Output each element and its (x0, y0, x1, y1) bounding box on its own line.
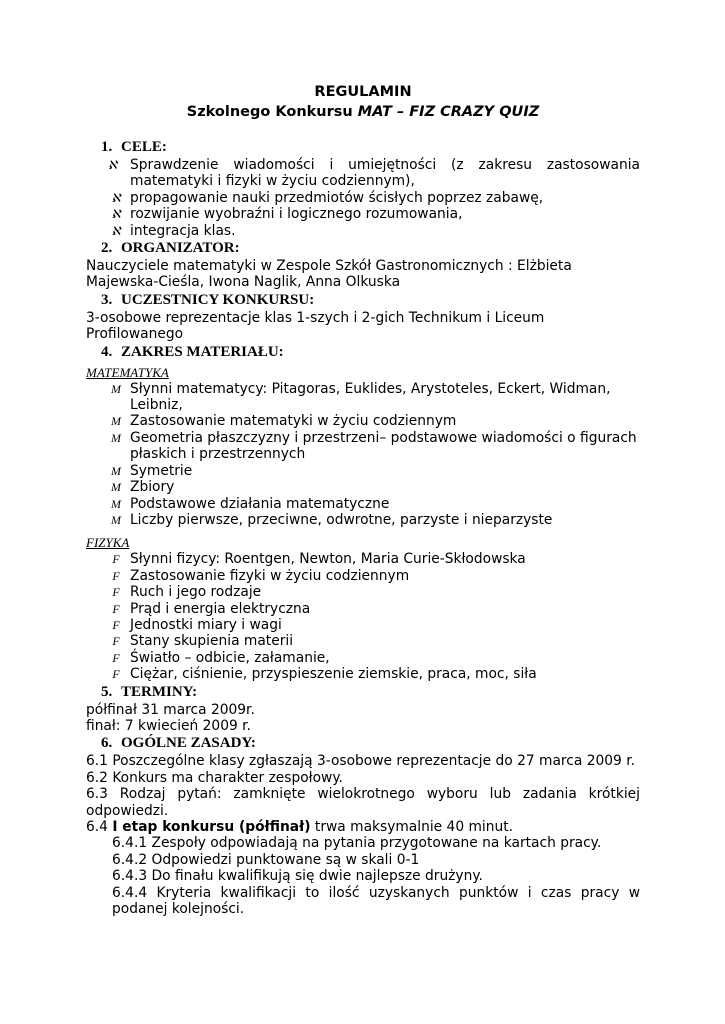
list-item: M Podstawowe działania matematyczne (86, 496, 640, 512)
list-item: M Symetrie (86, 463, 640, 479)
list-item: ℵ integracja klas. (86, 223, 640, 239)
doc-subtitle (86, 102, 640, 122)
bullet-icon: F (112, 568, 120, 583)
list-item: ℵ rozwijanie wyobraźni i logicznego rozumowania, (86, 206, 640, 222)
list-item-continuation: matematyki i fizyki w życiu codziennym), (130, 173, 415, 190)
list-item: F Zastosowanie fizyki w życiu codziennym (86, 568, 640, 584)
rule-6-4-4: 6.4.4 Kryteria kwalifikacji to ilość uzyskanych punktów i czas pracy w podanej kolejności. (112, 884, 640, 918)
list-item: F Prąd i energia elektryczna (86, 601, 640, 617)
math-topics-list (86, 381, 640, 529)
bullet-icon: F (112, 650, 120, 665)
bullet-icon: M (111, 414, 121, 429)
list-item: F Stany skupienia materii (86, 633, 640, 649)
bullet-icon: ℵ (111, 223, 121, 238)
bullet-icon: M (111, 381, 121, 396)
rule-6-1: 6.1 Poszczególne klasy zgłaszają 3-osobowe reprezentacje do 27 marca 2009 r. (86, 753, 635, 770)
participants-text: 3-osobowe reprezentacje klas 1-szych i 2-gich Technikum i Liceum Profilowanego (86, 309, 545, 343)
rule-6-4-2: 6.4.2 Odpowiedzi punktowane są w skali 0-1 (112, 851, 420, 868)
bullet-icon: M (111, 480, 121, 495)
section-heading-terminy: 5. TERMINY: (101, 683, 198, 700)
section-heading-cele: 1. CELE: (101, 139, 167, 155)
bullet-icon: M (111, 496, 121, 511)
subtitle-prefix: Szkolnego Konkursu (186, 104, 358, 120)
subheading-matematyka: MATEMATYKA (86, 364, 169, 380)
bullet-icon: F (112, 634, 120, 649)
rule-6-4: 6.4 I etap konkursu (półfinał) trwa maksymalnie 40 minut. (86, 819, 514, 835)
document-page (86, 82, 640, 917)
section-heading-organizator: 2. ORGANIZATOR: (101, 240, 240, 257)
bullet-icon: ℵ (111, 207, 121, 222)
list-item: M Geometria płaszczyzny i przestrzeni– podstawowe wiadomości o figurach płaskich i przestrzennych (86, 430, 640, 463)
rule-6-4-1: 6.4.1 Zespoły odpowiadają na pytania przygotowane na kartach pracy. (112, 835, 602, 852)
list-item: F Ruch i jego rodzaje (86, 584, 640, 600)
doc-title: REGULAMIN (314, 84, 412, 100)
bullet-icon: M (111, 463, 121, 478)
bullet-icon: M (111, 430, 121, 445)
list-item: ℵ propagowanie nauki przedmiotów ścisłych poprzez zabawę, (86, 190, 640, 206)
rule-6-2: 6.2 Konkurs ma charakter zespołowy. (86, 769, 343, 786)
list-item: M Zbiory (86, 479, 640, 495)
subtitle-quiz-name: MAT – FIZ CRAZY QUIZ (357, 104, 540, 120)
organizer-text: Nauczyciele matematyki w Zespole Szkół Gastronomicznych : Elżbieta Majewska-Cieśla, Iwona Naglik, Anna Olkuska (86, 258, 572, 291)
list-item: F Słynni fizycy: Roentgen, Newton, Maria Curie-Skłodowska (86, 551, 640, 567)
bullet-icon: ℵ (108, 158, 117, 172)
stage-label: I etap konkursu (półfinał) (112, 819, 311, 835)
list-item: F Światło – odbicie, załamanie, (86, 650, 640, 666)
rule-6-3: 6.3 Rodzaj pytań: zamknięte wielokrotnego wyboru lub zadania krótkiej odpowiedzi. (86, 786, 640, 819)
bullet-icon: F (112, 585, 120, 600)
subheading-fizyka: FIZYKA (86, 535, 130, 551)
list-item: M Słynni matematycy: Pitagoras, Euklides, Arystoteles, Eckert, Widman, Leibniz, (86, 381, 640, 414)
rule-6-4-3: 6.4.3 Do finału kwalifikują się dwie najlepsze drużyny. (112, 868, 483, 885)
bullet-icon: F (112, 601, 120, 616)
bullet-icon: ℵ (111, 190, 121, 205)
physics-topics-list (86, 551, 640, 682)
semifinal-date: półfinał 31 marca 2009r. (86, 701, 255, 718)
goals-list (86, 157, 640, 239)
list-item: M Zastosowanie matematyki w życiu codziennym (86, 413, 640, 429)
list-item: M Liczby pierwsze, przeciwne, odwrotne, parzyste i nieparzyste (86, 512, 640, 528)
section-heading-zasady: 6. OGÓLNE ZASADY: (101, 735, 256, 752)
bullet-icon: F (112, 617, 120, 632)
list-item: F Jednostki miary i wagi (86, 617, 640, 633)
list-item: ℵ Sprawdzenie wiadomości i umiejętności (z zakresu zastosowania (108, 157, 640, 173)
section-heading-zakres: 4. ZAKRES MATERIAŁU: (101, 343, 284, 360)
bullet-icon: M (111, 512, 121, 527)
section-heading-uczestnicy: 3. UCZESTNICY KONKURSU: (101, 291, 315, 308)
list-item: F Ciężar, ciśnienie, przyspieszenie ziemskie, praca, moc, siła (86, 666, 640, 682)
bullet-icon: F (112, 667, 120, 682)
bullet-icon: F (112, 552, 120, 567)
final-date: finał: 7 kwiecień 2009 r. (86, 717, 251, 734)
